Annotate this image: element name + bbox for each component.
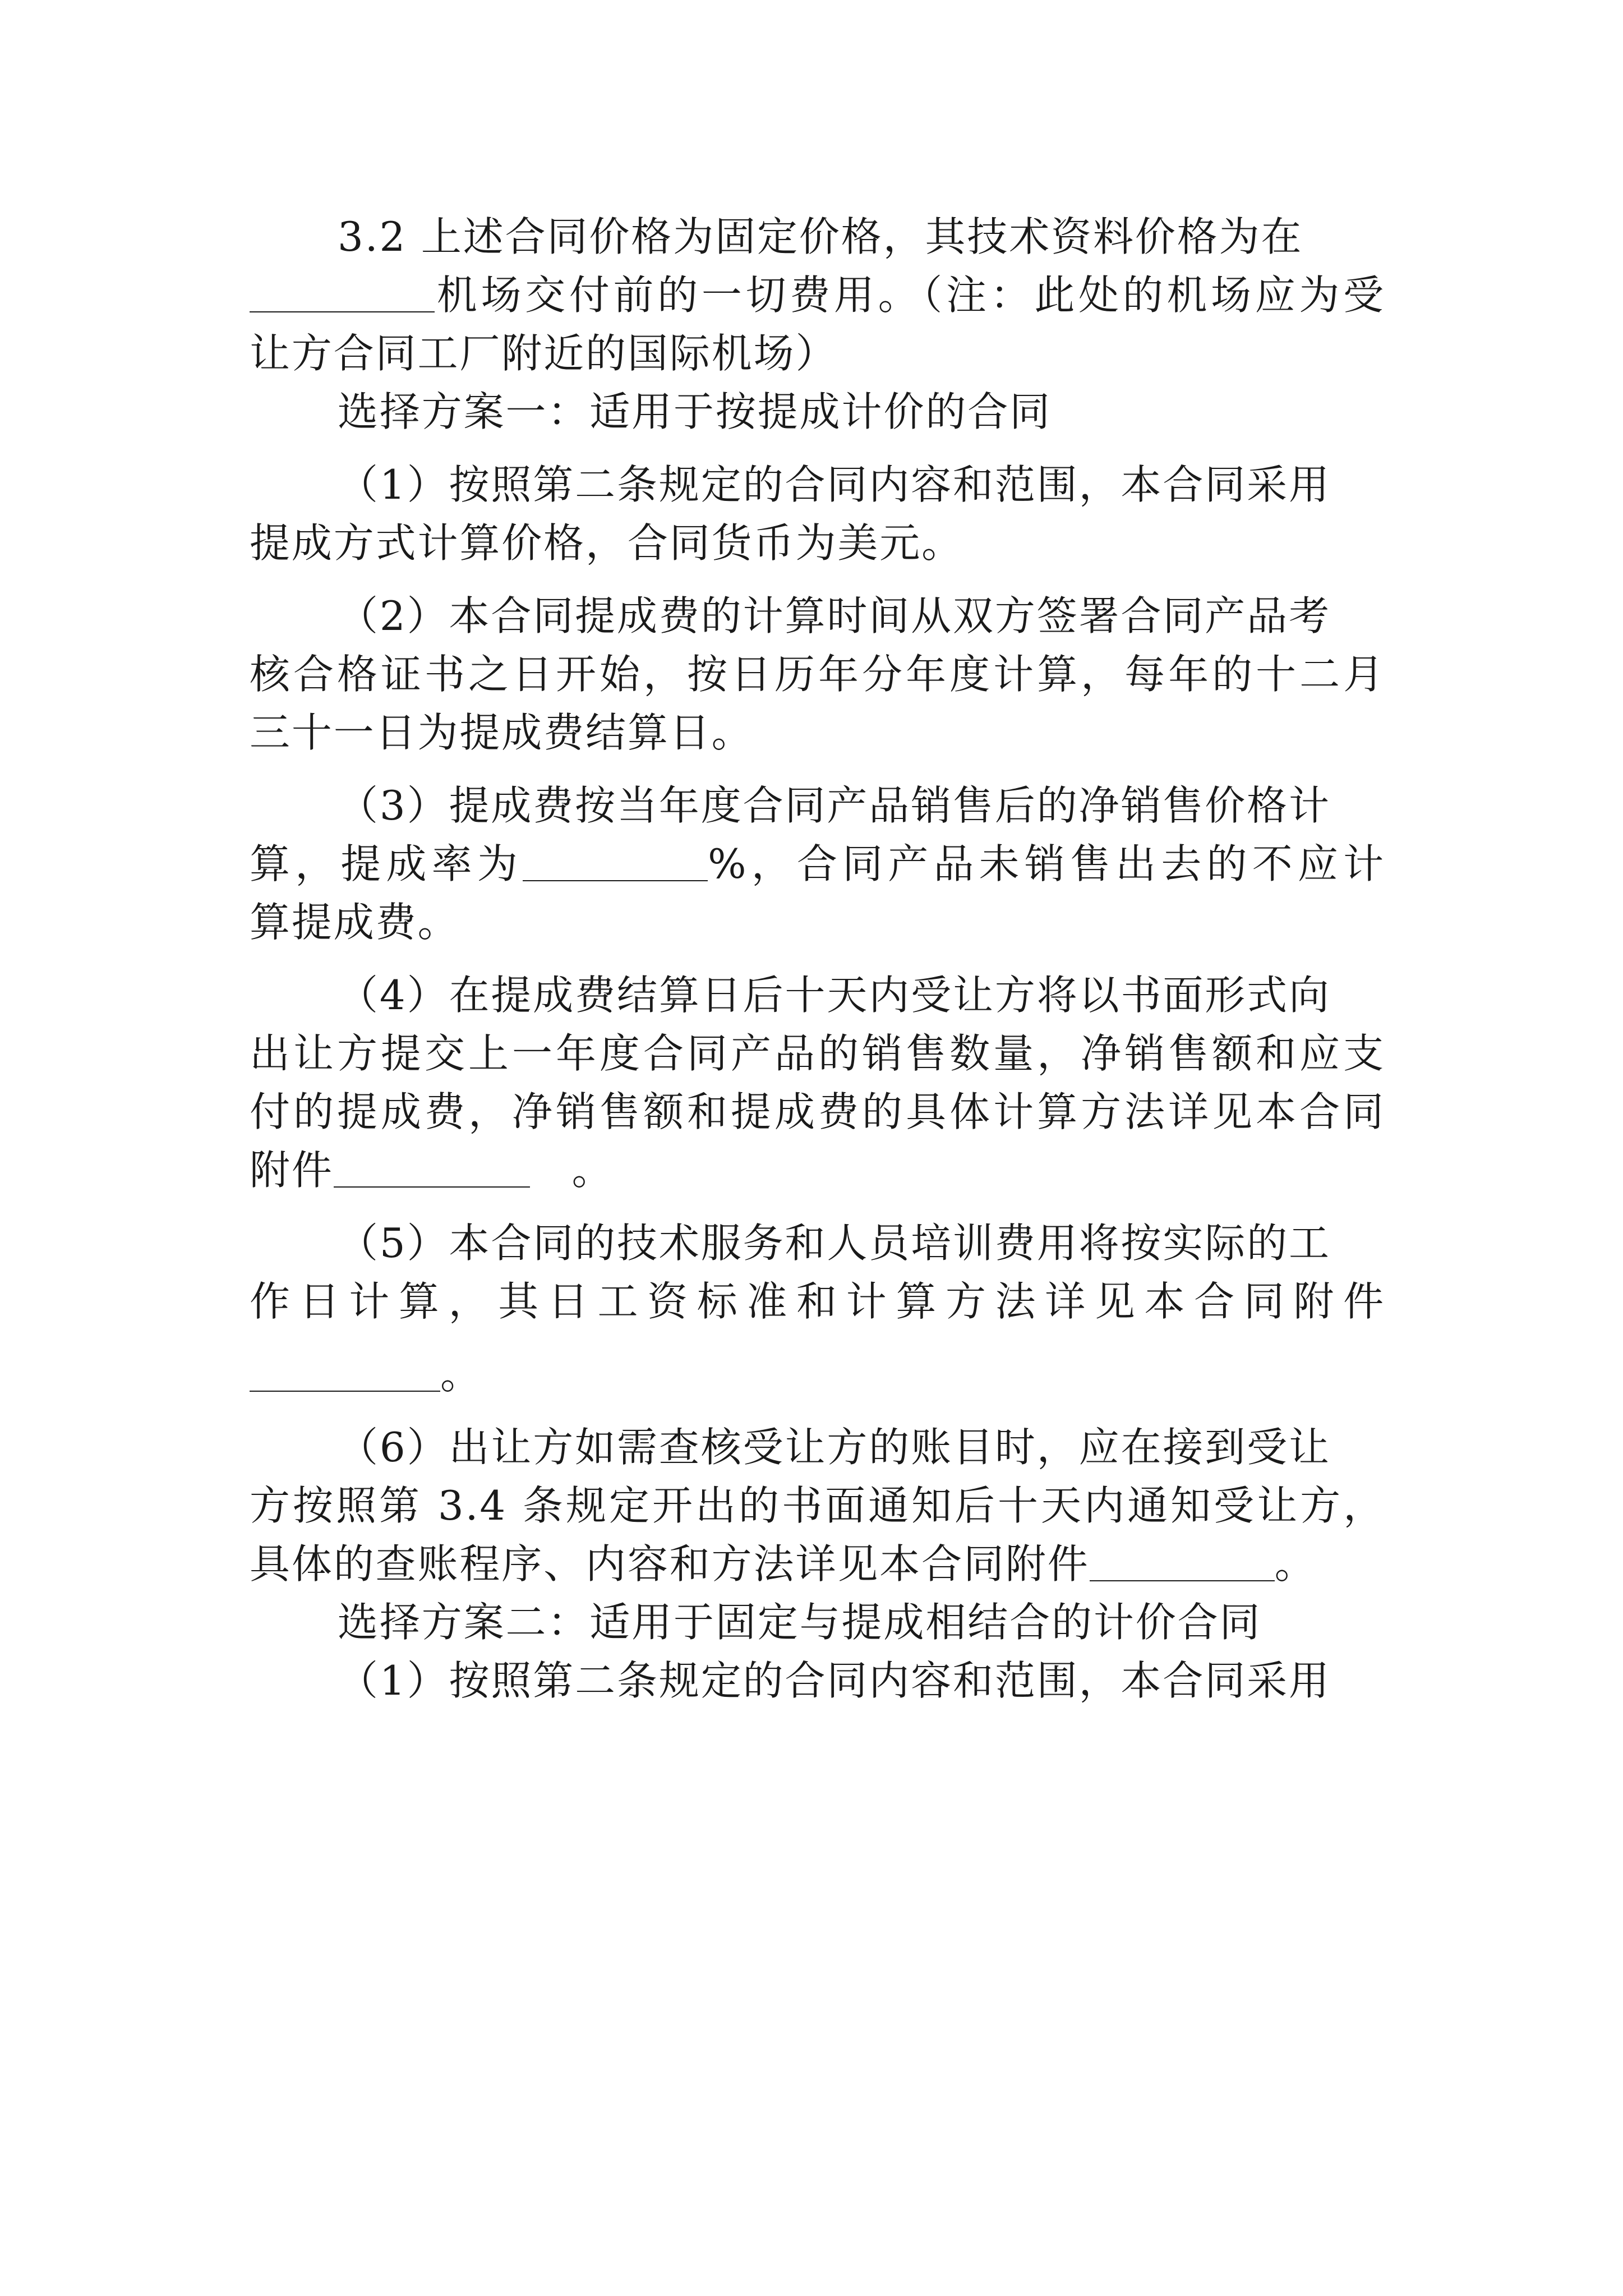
- fill-in-blank: [523, 840, 708, 881]
- paragraph-line: （2）本合同提成费的计算时间从双方签署合同产品考: [338, 592, 1331, 639]
- fill-in-blank: [250, 271, 435, 312]
- paragraph-line: 算，提成率为 %，合同产品未销售出去的不应计: [250, 840, 1385, 887]
- paragraph-line: 三十一日为提成费结算日。: [250, 709, 754, 756]
- paragraph-line: （1）按照第二条规定的合同内容和范围，本合同采用: [338, 461, 1331, 508]
- section-heading: 选择方案一：适用于按提成计价的合同: [338, 388, 1052, 435]
- paragraph-line: 3.2 上述合同价格为固定价格，其技术资料价格为在: [338, 213, 1303, 260]
- paragraph-line: 。: [250, 1345, 1385, 1404]
- paragraph-line: 让方合同工厂附近的国际机场）: [250, 330, 838, 377]
- paragraph-line: 作日计算，其日工资标准和计算方法详见本合同附件: [250, 1278, 1385, 1325]
- fill-in-blank: [334, 1146, 530, 1188]
- document-page: [250, 208, 1385, 1710]
- paragraph-line: 附件 。: [250, 1147, 614, 1194]
- fill-in-blank: [250, 1350, 440, 1392]
- paragraph-line: 出让方提交上一年度合同产品的销售数量，净销售额和应支: [250, 1030, 1385, 1077]
- paragraph-line: 付的提成费，净销售额和提成费的具体计算方法详见本合同: [250, 1088, 1385, 1135]
- paragraph-line: 核合格证书之日开始，按日历年分年度计算，每年的十二月: [250, 651, 1385, 698]
- paragraph-line: （4）在提成费结算日后十天内受让方将以书面形式向: [338, 972, 1331, 1019]
- paragraph-line: 方按照第 3.4 条规定开出的书面通知后十天内通知受让方，: [250, 1482, 1385, 1529]
- paragraph-line: 算提成费。: [250, 899, 460, 946]
- paragraph-line: （1）按照第二条规定的合同内容和范围，本合同采用: [338, 1657, 1331, 1704]
- paragraph-line: 提成方式计算价格，合同货币为美元。: [250, 519, 963, 567]
- paragraph-line: （3）提成费按当年度合同产品销售后的净销售价格计: [338, 782, 1331, 829]
- paragraph-line: 具体的查账程序、内容和方法详见本合同附件 。: [250, 1540, 1317, 1588]
- paragraph-line: （6）出让方如需查核受让方的账目时，应在接到受让: [338, 1424, 1331, 1471]
- fill-in-blank: [1090, 1540, 1275, 1581]
- paragraph-line: （5）本合同的技术服务和人员培训费用将按实际的工: [338, 1220, 1331, 1267]
- paragraph-line: 机场交付前的一切费用。（注：此处的机场应为受: [250, 266, 1385, 324]
- section-heading: 选择方案二：适用于固定与提成相结合的计价合同: [338, 1599, 1262, 1646]
